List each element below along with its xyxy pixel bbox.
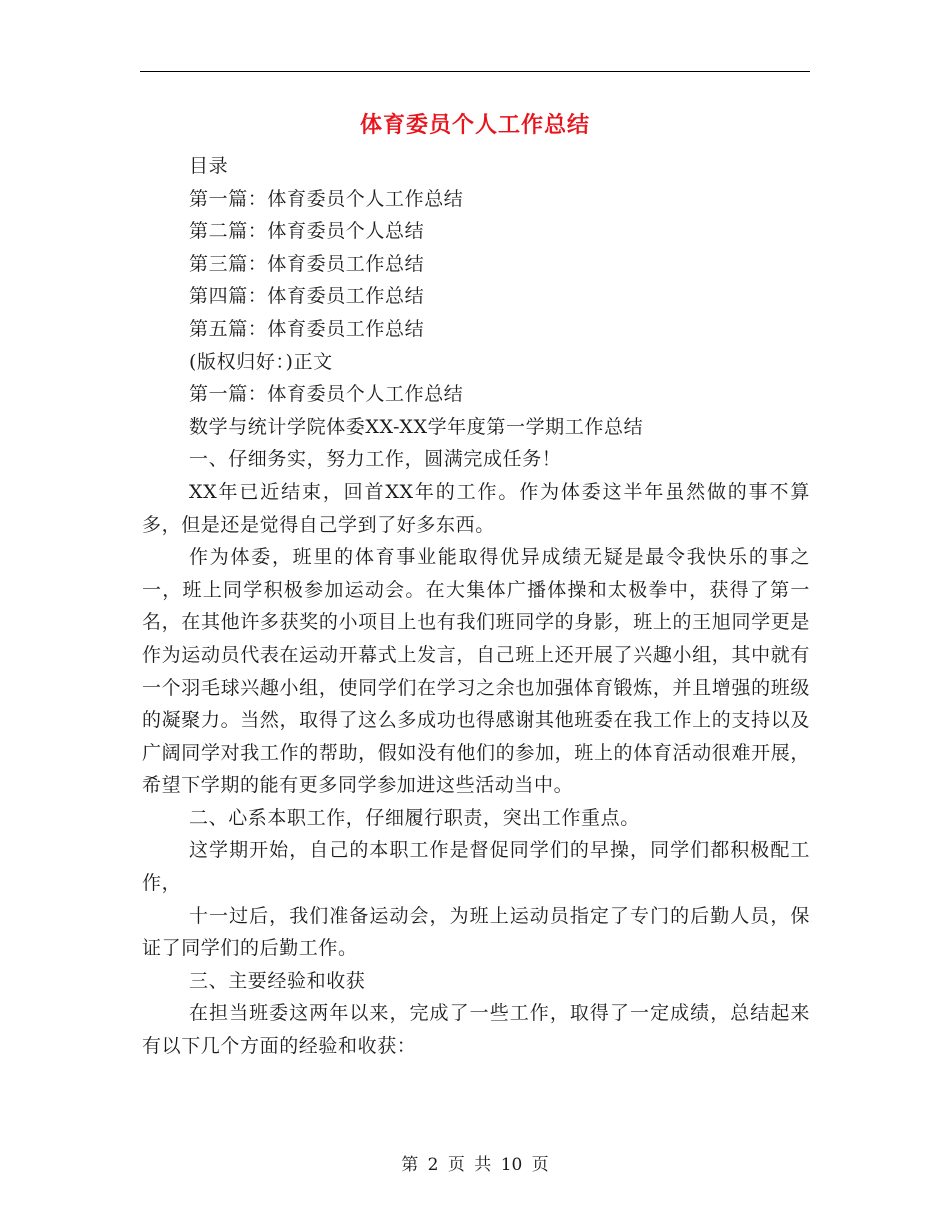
toc-item: 第五篇：体育委员工作总结 — [189, 317, 425, 340]
section-heading-3: 三、主要经验和收获 — [189, 969, 366, 992]
document-body — [142, 150, 810, 1063]
toc-item: 第三篇：体育委员工作总结 — [189, 252, 425, 275]
toc-item: 第一篇：体育委员个人工作总结 — [189, 187, 464, 210]
paragraph-4: 十一过后，我们准备运动会，为班上运动员指定了专门的后勤人员，保证了同学们的后勤工作。 — [142, 904, 810, 960]
copyright-line: (版权归好：)正文 — [189, 350, 333, 373]
document-subtitle: 数学与统计学院体委XX-XX学年度第一学期工作总结 — [189, 415, 644, 438]
header-rule — [140, 71, 810, 72]
section-heading-1: 一、仔细务实，努力工作，圆满完成任务！ — [189, 448, 562, 471]
chapter-title: 第一篇：体育委员个人工作总结 — [189, 383, 464, 406]
paragraph-2: 作为体委，班里的体育事业能取得优异成绩无疑是最令我快乐的事之一，班上同学积极参加运动会。在大集体广播体操和太极拳中，获得了第一名，在其他许多获奖的小项目上也有我们班同学的身影，班上的王旭同学更是作为运动员代表在运动开幕式上发言，自己班上还开展了兴趣小组，其中就有一个羽毛球兴趣小组，使同学们在学习之余也加强体育锻炼，并且增强的班级的凝聚力。当然，取得了这么多成功也得感谢其他班委在我工作上的支持以及广阔同学对我工作的帮助，假如没有他们的参加，班上的体育活动很难开展，希望下学期的能有更多同学参加进这些活动当中。 — [142, 546, 810, 797]
toc-heading: 目录 — [189, 155, 229, 177]
paragraph-5: 在担当班委这两年以来，完成了一些工作，取得了一定成绩，总结起来有以下几个方面的经验和收获： — [142, 1002, 810, 1058]
section-heading-2: 二、心系本职工作，仔细履行职责，突出工作重点。 — [189, 806, 640, 829]
document-title: 体育委员个人工作总结 — [359, 112, 590, 138]
toc-item: 第四篇：体育委员工作总结 — [189, 285, 425, 308]
page-number-footer: 第 2 页 共 10 页 — [401, 1155, 549, 1175]
paragraph-3: 这学期开始，自己的本职工作是督促同学们的早操，同学们都积极配工作， — [142, 839, 810, 895]
toc-item: 第二篇：体育委员个人总结 — [189, 220, 425, 243]
paragraph-1: XX年已近结束，回首XX年的工作。作为体委这半年虽然做的事不算多，但是还是觉得自己学到了好多东西。 — [142, 480, 810, 536]
